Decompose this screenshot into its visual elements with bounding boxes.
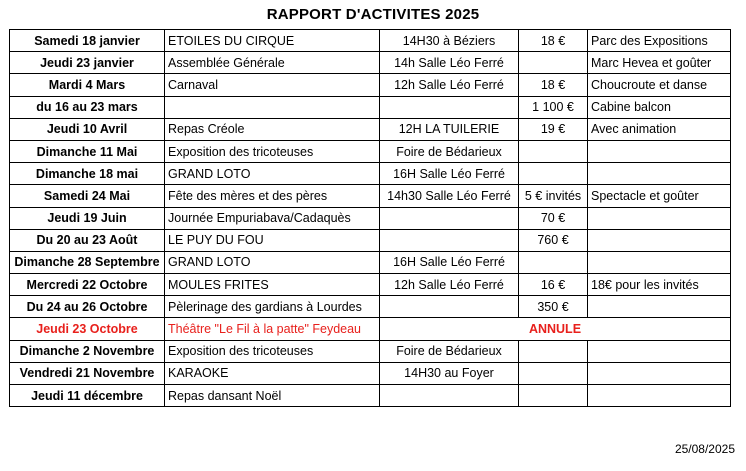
row-event: Journée Empuriabava/Cadaquès: [165, 207, 380, 229]
table-row: [10, 163, 731, 185]
row-price: 16 €: [519, 274, 588, 296]
row-price: [519, 52, 588, 74]
row-note: [588, 362, 731, 384]
row-event: Exposition des tricoteuses: [165, 340, 380, 362]
table-row: [10, 30, 731, 52]
table-row: [10, 274, 731, 296]
row-date: Dimanche 11 Mai: [10, 140, 165, 162]
row-place: 14h30 Salle Léo Ferré: [380, 185, 519, 207]
row-event: GRAND LOTO: [165, 163, 380, 185]
row-date: Dimanche 28 Septembre: [10, 251, 165, 273]
row-date: Mardi 4 Mars: [10, 74, 165, 96]
row-event: Théâtre "Le Fil à la patte" Feydeau: [165, 318, 380, 340]
row-price: 18 €: [519, 74, 588, 96]
row-event: GRAND LOTO: [165, 251, 380, 273]
row-note: Cabine balcon: [588, 96, 731, 118]
row-event: [165, 96, 380, 118]
row-date: Samedi 24 Mai: [10, 185, 165, 207]
row-place: 12h Salle Léo Ferré: [380, 74, 519, 96]
row-price: [519, 163, 588, 185]
row-event: Carnaval: [165, 74, 380, 96]
row-event: MOULES FRITES: [165, 274, 380, 296]
row-event: Exposition des tricoteuses: [165, 140, 380, 162]
row-place: [380, 296, 519, 318]
row-price: 1 100 €: [519, 96, 588, 118]
row-place: [380, 385, 519, 407]
row-place: 14H30 au Foyer: [380, 362, 519, 384]
table-row: [10, 362, 731, 384]
row-date: Vendredi 21 Novembre: [10, 362, 165, 384]
table-row: [10, 296, 731, 318]
table-row: [10, 207, 731, 229]
row-event: Fête des mères et des pères: [165, 185, 380, 207]
row-event: Pèlerinage des gardians à Lourdes: [165, 296, 380, 318]
row-event: Assemblée Générale: [165, 52, 380, 74]
row-place: Foire de Bédarieux: [380, 140, 519, 162]
row-event: LE PUY DU FOU: [165, 229, 380, 251]
row-note: Spectacle et goûter: [588, 185, 731, 207]
row-place: 14H30 à Béziers: [380, 30, 519, 52]
row-price: [519, 140, 588, 162]
table-row: [10, 251, 731, 273]
table-row: [10, 385, 731, 407]
row-date: Jeudi 23 Octobre: [10, 318, 165, 340]
row-note: Avec animation: [588, 118, 731, 140]
row-price: [519, 362, 588, 384]
row-date: Du 24 au 26 Octobre: [10, 296, 165, 318]
row-note: 18€ pour les invités: [588, 274, 731, 296]
table-row: [10, 52, 731, 74]
table-row: [10, 74, 731, 96]
row-place: 16H Salle Léo Ferré: [380, 163, 519, 185]
row-note: [588, 296, 731, 318]
row-price: 350 €: [519, 296, 588, 318]
row-place: Foire de Bédarieux: [380, 340, 519, 362]
row-date: du 16 au 23 mars: [10, 96, 165, 118]
table-row: [10, 140, 731, 162]
table-row: [10, 340, 731, 362]
row-date: Samedi 18 janvier: [10, 30, 165, 52]
row-place: [380, 96, 519, 118]
row-date: Dimanche 2 Novembre: [10, 340, 165, 362]
row-price: 5 € invités: [519, 185, 588, 207]
table-row: [10, 96, 731, 118]
row-note: [588, 207, 731, 229]
row-event: KARAOKE: [165, 362, 380, 384]
table-row: [10, 229, 731, 251]
row-date: Jeudi 11 décembre: [10, 385, 165, 407]
row-price: 760 €: [519, 229, 588, 251]
table-row: [10, 185, 731, 207]
row-date: Du 20 au 23 Août: [10, 229, 165, 251]
row-date: Dimanche 18 mai: [10, 163, 165, 185]
row-price: [519, 340, 588, 362]
row-note: Marc Hevea et goûter: [588, 52, 731, 74]
row-note: [588, 163, 731, 185]
row-event: ETOILES DU CIRQUE: [165, 30, 380, 52]
row-note: Parc des Expositions: [588, 30, 731, 52]
row-note: [588, 140, 731, 162]
row-price: 18 €: [519, 30, 588, 52]
row-note: [588, 385, 731, 407]
row-event: Repas Créole: [165, 118, 380, 140]
row-event: Repas dansant Noël: [165, 385, 380, 407]
row-place: [380, 229, 519, 251]
row-price: 19 €: [519, 118, 588, 140]
row-note: [588, 251, 731, 273]
row-place: 14h Salle Léo Ferré: [380, 52, 519, 74]
table-row: [10, 118, 731, 140]
report-date: 25/08/2025: [674, 442, 735, 456]
row-price: [519, 251, 588, 273]
row-price: [519, 385, 588, 407]
row-place: 12h Salle Léo Ferré: [380, 274, 519, 296]
row-note: [588, 229, 731, 251]
row-date: Mercredi 22 Octobre: [10, 274, 165, 296]
row-note: Choucroute et danse: [588, 74, 731, 96]
row-place: 16H Salle Léo Ferré: [380, 251, 519, 273]
row-place: 12H LA TUILERIE: [380, 118, 519, 140]
activities-table: [9, 29, 731, 407]
row-date: Jeudi 19 Juin: [10, 207, 165, 229]
row-note: [588, 340, 731, 362]
row-price: 70 €: [519, 207, 588, 229]
row-date: Jeudi 23 janvier: [10, 52, 165, 74]
table-row-cancelled: [10, 318, 731, 340]
row-place: [380, 207, 519, 229]
cancelled-status: ANNULE: [380, 318, 731, 340]
row-date: Jeudi 10 Avril: [10, 118, 165, 140]
report-title: RAPPORT D'ACTIVITES 2025: [266, 6, 480, 23]
